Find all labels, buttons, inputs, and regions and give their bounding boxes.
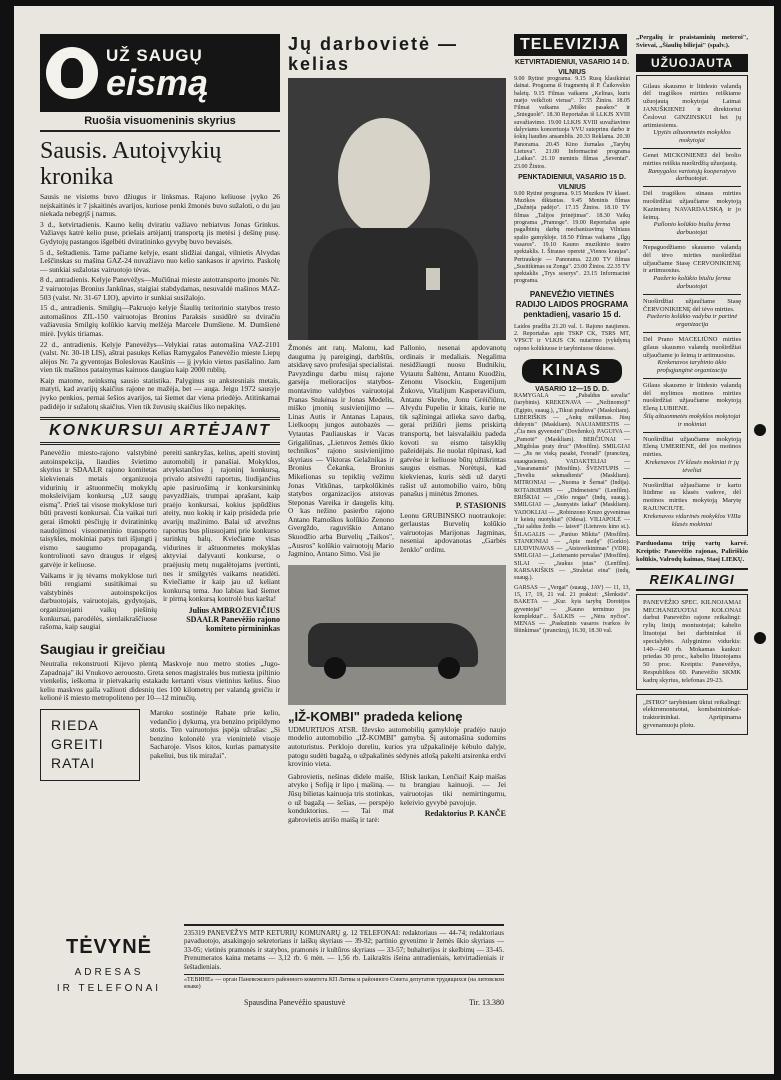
condolence-text: Gilaus skausmo ir liūdesio valandą dėl mylimos motinos mirties nuoširdžiai užjaučiame mokytoją Eleną LUBIENE. xyxy=(643,381,741,413)
reikalingi-box xyxy=(636,594,748,690)
address-line: ADRESAS xyxy=(74,967,144,978)
kinas-title: KINAS xyxy=(522,359,622,383)
photo-caption: Leonu GRUBINSKO nuotraukoje: gerlaustas Burvelių kolūkio vairuotojas Marijonas Jagminas, neseniai apdovanotas „Garbės ženklo" ordinu. xyxy=(400,510,506,555)
imprint xyxy=(184,924,504,991)
kronika-title: Sausis. Autoįvykių kronika xyxy=(40,138,222,190)
condolence-from: Ramygalos vartotojų kooperatyvo darbuotojai. xyxy=(647,167,737,183)
paragraph: 3 d., ketvirtadienis. Kauno kelių dviratiu važiavo nebiatvus Jonas Grinkus. Važiavęs katrė kelio puse, priešais artėjantį transportą jis metėsi į dešinę pusę. Gydytojų pastangos išgelbėti dviratininko gyvybę buvo bevaisės. xyxy=(40,219,280,246)
coat-shape xyxy=(308,228,478,340)
newspaper-name: TĖVYNĖ xyxy=(65,936,153,958)
rabatas-text: Maroko sostinėje Rabate prie kelio, vedančio į dykumą, yra benzino pripildymo stotis. Ten vairuotojus įspėja užrašas: „Si benzino kolonėlė yra vienintelė visoje Sacharoje. Visos kitos, kurias pamatysite pakeliui, bus tik miražai". xyxy=(150,707,280,760)
wheel-icon xyxy=(438,657,460,679)
condolence-box xyxy=(636,75,748,537)
izkombi-text: UDMURTIJOS ATSR. Iževsko automobilių gamykloje pradėjo naujo modelio automobilio „IŽ-KOMBI" gamyba. Šį automašina sudomins autoturistus. Perklojo dureliu, kurios yra užpakalinėje kėbulo dalyje, patogu sudėti bagažą, o užpakalinės sėdynės atlošą pakelti atsirenka erdvi krovinio vieta. xyxy=(288,724,506,769)
radio-text: Laidos pradžia 21.20 val. 1. Rajono naujienos. 2. Reportažas apie TSKP CK, TSRS MT, VPSCT ir VLKJS CK nutarimo įvykdymą rajono kolūkiuose ir tarybiniuose ūkiuose. xyxy=(514,323,630,352)
paragraph: Panevėžio miesto-rajono valstybinė autoinspekcija, liaudies švietimo skyrius ir SDAALR rajono komitetas kiekvienais metais organizuoja vidurinių ir aštuonmečių mokyklų moksleivijam konkursą „Už saugų eismą". Prieš tai visose mokyklose turi būti pravesti konkursai. Čia vaikai turi gerai išmokti pėsčiųjų ir dviratininkų naudojimosi visuomeninio transporto taisykles, mokiniai patys turi išjungti į eismo saugumo propagandą, kontroliuoti savo draugus ir elgesį gatvėje ir keliuose. xyxy=(40,448,157,569)
safety-banner xyxy=(40,34,280,112)
paragraph: Sausis ne visiems buvo džiugus ir linksmas. Rajono keliuose įvyko 26 neįskaitinės ir 7 įskaitinės avarijos, kuriose penki žmonės buvo sužaloti, o du jau niekada nebegrįš į namus. xyxy=(40,192,280,219)
condolence-text: Dėl Prano MACELIŪNO mirties gilaus skausmo valandą nuoširdžiai užjaučiame jo šeimą ir artimuosius. xyxy=(643,335,741,359)
condolence-item xyxy=(643,333,741,379)
paragraph: pereiti sankryžas, kelius, apeiti stovintį automobilį ir panašiai. Mokyklos, atvykstančios į rajoninį konkursą, privalo atsivežti raportus, liudijančius apie pasiruošimą ir konkursininkų pavyzdžiais, trumpai aprašant, kaip praėjo konkursai, kokius įspūdžius ateity, nuo kokių ir kaip prisideda prie avarijų mažinimo. Balai už atvežtus raportus bus pliusuojami prie konkurso surinktų balų. Kviečiame visas vidurines ir aštuonmetes mokyklas aktyviai dalyvauti konkurse, o praėjusių metų nugalėtojams įvertinti, nes ir smilgytės vaikams neatidėti. Kviečiame ir kaip jau už keliant konkursą tema. Juo labiau kad šiemet ir pirmą konkursą kontrolė bus karšta! xyxy=(163,448,280,604)
wheel-icon xyxy=(324,657,346,679)
printer-line xyxy=(244,998,504,1007)
istro-text: „ISTRO" tarybiniam ūkiui reikalingi: elektromontuotai, kombainininkai-traktorininkai. Aprūpinama gyvenamuoju plotu. xyxy=(643,698,741,729)
darboviete-text xyxy=(288,344,506,561)
paragraph: 8 d., antradienis. Kelyje Panevėžys—Mučiūnai mieste autotransporto įmonės Nr. 2 vairuotojas Bronius Jankūnas, staigiai stabdydamas, nesuvaldė mašinos MAZ-503 (valst. Nr. 31-67 LIO), apvirto ir sunkiai susižalojo. xyxy=(40,275,280,302)
tv-station: VILNIUS xyxy=(558,183,586,191)
paragraph: Išlisk laukan, Lenčiai! Kaip maišas tu brangiau kainuoji. — Jei vairuotojas tiki nemirtingumu, keleivio gyvybė pavojuje. xyxy=(400,771,506,807)
tv-program: 9.00 Rytinė programa. 9.15 Rusų klasikiniai dainai. Programa iš fragmentų iš P. Čaikovskio baletų. 9.15 Filmas vaikams „Kelinas, kuris nuėjo veikčioti vienas". 17.55 Žinios. 18.05 Filmai vaikams „Miško pasakos" ir „Snieguolė". 18.30 Reportažas iš LLKJS XVIII suvažiavimo. 19.00 LLKJS XVIII suvažiavimo dalyviams koncertuoja VVU suteprinu darbo ir šokių liaudies ansamblis. 20.33 Reklama. 20.30 Panorama. 20.45 Kino žurnalas „Tarybų Lietuva". 21.00 Informacinė programa „Laikas". 21.10 meninis filmas „Seventai". 23.00 Žinios. xyxy=(514,76,630,170)
condolence-item xyxy=(643,241,741,295)
condolence-text: Genei MICKONIENEI dėl brolio mirties reiškia nuoširdžią užuojautą. xyxy=(643,151,741,167)
portrait-photo xyxy=(288,78,506,340)
reikalingi-text: PANEVĖŽIO SPEC. KILNOJAMAI MECHANIZUOTAI KOLONAI darbui Panevėžio rajone reikalingi: rylių linijų montuotojai; kabelio lituotojai bei darbininkai iš specialybės. Atlyginimo vidurkis: 140—240 rb. Mokamas kaukui: priedas 30 proc., kabelio lituotojams 50 proc. Kreiptis: Panevėžys, Respublikos 60. Panevėžio SKMK kadrų skyrius, telefonas 29-23. xyxy=(643,598,741,684)
paragraph: Pallonio, nesenai apdovanotų ordinais ir medaliais. Negalima nesidžiaugti nuosu Budnikiu, Vytautu Šaltėnu, Antanu Kuodžiu, Zenonu Visockiu, Eugenijum Žukovu, Vitalijum Kasperavičium, Antanu Skrebe, Jonu Grėičiūnu, Alvydu Pupeliu ir kitais, kurie ne tik sąžiningai atlieka savo darbą, gerai prižiūri jiems priskirtą transportą, bet laisvalaikiu padeda kovoti su eismo taisyklių pažeidėjais. Jie nuolat rūpinasi, kad gatvėse ir keliuose būtų užtikrintas saugus eismas. Norėtųsi, kad kiekvienas, kuris sėdi už daryti rašist už automobilio vairo, būtų panašus į minėtus žmones. xyxy=(400,343,506,499)
izkombi-title: „IŽ-KOMBI" pradeda kelionę xyxy=(288,708,463,724)
box-line: GREITI xyxy=(51,736,104,753)
banner-title-bottom: eismą xyxy=(106,62,209,103)
face-shape xyxy=(338,118,430,236)
condolence-from: Šilų aštuonmetės mokyklos mokytojai ir mokiniai xyxy=(643,413,741,428)
masthead-footer xyxy=(44,936,174,997)
paragraph: 15 d., antradienis. Smilgių—Pakruojo kelyje Šiaulių teritorinio statybos tresto automašinos ZIL-150 vairuotojas Bronius Paraksis susidūrė su dviračiu važiavusia Smilgių kolūkio karvių melžėja Marcele Dumšiene. M. Dumšienė mirė. Įvykis tiriamas. xyxy=(40,303,280,338)
box-line: RATAI xyxy=(51,755,96,772)
printer-name: Spausdina Panevėžio spaustuvė xyxy=(244,998,346,1007)
tv-title: TELEVIZIJA xyxy=(514,34,627,56)
sale-notice: Parduodama trijų vartų karvė. Kreiptis: Panevėžio rajonas, Paliriškio kolūkis, Valrodų kaimas, Stasį LIEKŲ. xyxy=(636,540,748,564)
binder-hole-icon xyxy=(754,424,766,436)
driver-emblem-icon xyxy=(46,47,98,99)
tv-program: 9.00 Rytinė programa. 9.15 Muzikos IV klasei. Muzikos diktantas. 9.45 Meninis filmas „Dažnėja padėjo". 17.15 Žinios. 18.10 TV filmas „Talijos jirinėjimas". 18.30 Vaikų programa „Pramoge". 19.00 Reportažas apie pagalbinių darbų mechanizavimą Vilniaus spalio gamykloje. 18.50 Filmas vaikams „Ilgų vasaros". 19.10 Kauno muzikinio teatro spektaklis. I. Štrauso operetė „Vienos kraujas". Pertraukoje — Panorama. 22.00 TV filmas „Susitikimas su Zonga". 23.00 Žinios. 22.35 TV spektaklis „Trys seserys". 23.15 Informacinė programa. xyxy=(514,190,630,285)
kinas-dates: VASARIO 12—15 D. D. xyxy=(535,385,609,393)
radio-title: PANEVĖŽIO VIETINĖS RADIJO LAIDOS PROGRAMA penktadienį, vasario 15 d. xyxy=(515,289,629,319)
tv-day: KETVIRTADIENIUI, VASARIO 14 D. xyxy=(514,59,630,66)
condolence-item xyxy=(643,379,741,433)
imprint-text: 235319 PANEVĖŽYS MTP KETURIŲ KOMUNARŲ g. 12 TELEFONAI: redaktoriaus — 44-74; redaktoriaus pavaduotojo, atsakingojo sekretoriaus ir laiškų skyriaus — 39-92; partinio gyvenimo ir žemės ūkio skyriaus — 33-05; vietinės pramonės ir statybos, pramonės ir kultūros skyriaus — 33-57; buhalterijos ir skelbimų — 33-45. Prenumeratos kaina metams — 3,12 rb. 6 mėn. — 1,56 rb. Laikraštis išeina antradieniais, ketvirtadieniais ir šeštadieniais. xyxy=(184,929,504,971)
box-line: RIEDA xyxy=(51,717,99,734)
tv-day: PENKTADIENIUI, VASARIO 15 D. xyxy=(518,173,626,181)
condolence-from: Krekenavos vidurinės mokyklos VIIIa klasės mokiniai xyxy=(643,512,741,528)
konkursas-title: KONKURSUI ARTĖJANT xyxy=(40,417,280,445)
paragraph: 22 d., antradienis. Kelyje Panevėžys—Velykiai ratas automašina VAZ-2101 (valst. Nr. 30-18 LIS), aštrai pasukęs Kelias Ramygalos Panevėžio mieste Liepų alėjos Nr. 7a gyventojas Boleslovas Kaušinis — jį įvykio vietos pasišalino. Jam vien tik mašinos patainymas kainuos daugiau kaip 2000 rublių. xyxy=(40,339,280,375)
kinas-list: GARSAS — „Vergai" (suaug., JAV) — 11, 13, 15, 17, 19, 21 val. 21 praktui: „Slenkstis". BAKETA — „Kur. kyis tarybų Dorotėjos gyventojai" — „Kauno terminuo jos komplektai"... ŠALKIS — „Nėra nyčios". MENAS — „Paskutinis vasaros tvarkos šv Ištinkimas" (prancūzų), 16.30, 18.30 val. xyxy=(514,584,630,635)
condolence-from: Paežerio kolūkio vadyba ir partinė organizacija xyxy=(646,313,738,329)
rabatas-block xyxy=(40,709,280,781)
condolence-text: Dėl tragiškos sūnaus mirties nuoširdžiai užjaučiame mokytoją Kazimierą NAVARDAUSKĄ ir jo šeimą. xyxy=(643,190,741,221)
kronika-text xyxy=(40,193,280,411)
condolence-text: Nepaguodžiamo skausmo valandą dėl tėvo mirties nuoširdžiai užjaučiame Stasę CERVONIKIENĘ ir artimuosius. xyxy=(643,243,741,275)
reikalingi-title: REIKALINGI xyxy=(636,568,748,591)
condolence-text: Nuoširdžiai užjaučiame ir kartu liūdime su klasės vadove, dėl motinos mirties mokytoją Marytę RAJUNCIUTE. xyxy=(643,481,741,513)
print-run: Tir. 13.380 xyxy=(468,998,504,1007)
konkursas-signature: Julius AMBROZEVIČIUS SDAALR Panevėžio rajono komiteto pirmininkas xyxy=(186,605,280,633)
column-left xyxy=(40,34,280,781)
tv-station: VILNIUS xyxy=(558,69,586,76)
rieda-box xyxy=(40,709,140,781)
condolence-item xyxy=(643,433,741,479)
newspaper-page xyxy=(14,6,774,1074)
istro-box xyxy=(636,694,748,735)
department-line: Ruošia visuomeninis skyrius xyxy=(40,112,280,132)
condolence-from: Pallonio kolūkio biuliu ferma darbuotojai xyxy=(653,221,731,237)
konkursas-text xyxy=(40,449,280,635)
condolence-from: Paežerio kolūkio biuliu ferma darbuotojai xyxy=(653,275,731,290)
condolence-item xyxy=(643,80,741,149)
address-line: IR TELEFONAI xyxy=(56,983,162,994)
humor-block xyxy=(288,773,506,827)
condolence-from: Krekenavos tarybinio ūkio profsąjunginė organizacija xyxy=(656,359,728,375)
condolence-text: Gilaus skausmo ir liūdesio valandą dėl tragiškos mirties reiškiame užuojautą mokytojai Laimai JANUŠKIENEI ir direktoriui Česlovui GINZINSKUI bei jų artimiesiems. xyxy=(643,82,741,129)
condolence-text: Nuoširdžiai užjaučiame Stasę ČERVONIKIENĘ dėl tėvo mirties. xyxy=(643,297,741,313)
editor-line: Redaktorius P. KANČE xyxy=(424,809,506,819)
column-center xyxy=(288,34,506,826)
condolence-from: Krekenavos 1V klasės mokiniai ir jų tėveliai xyxy=(645,459,739,474)
condolence-text: Nuoširdžiai užjaučiame mokytoją Eleną UMERIENE, dėl jos motinos mirties. xyxy=(643,435,741,459)
condolence-item xyxy=(643,149,741,187)
paragraph: Vaikams ir jų tėvams mokyklose turi būti rengiami susitikimai su valstybinės autoinspekcijos darbuotojais, vairuotojais, gydytojais, organizuojami vaikų piešinių konkursai, parodėlės, sienlaikraščiuose rašoma, kaip saugiai xyxy=(40,570,157,632)
darboviete-title: Jų darbovietė — kelias xyxy=(288,34,459,74)
condolence-item xyxy=(643,479,741,532)
binder-hole-icon xyxy=(754,632,766,644)
darboviete-signature: P. STASIONIS xyxy=(455,500,506,510)
medal-icon xyxy=(426,268,440,290)
imprint-russian: «ТЕВИНЕ» — орган Паневежского районного комитета КП Литвы и районного Совета депутатов трудящихся (на литовском языке) xyxy=(184,974,504,991)
kinas-list: RAMYGALA — „Pabaldus savalia" (tarybinis). KREKENAVA — „Nežinomoji" (Egipto, suaug.), „Tikrai pražuva" (Maskoliam). LIBERIŠKIS — „Ankų mišlumas. Jūsų dideynis" (Maskliam). NAUJAMIESTIS — „Čia mes gyvensim" (Dovženko). PAGUIVA — „Pamotė" (Maskliam). BERČIŪNAI — „Migdolas praty druc" (Mosfilm). SMILGIAI — „Jis ne viską pasakė, Feoradi" (prancūzų, suaugusiems). VADAKTELIAI — „Vasaranamis" (Mosfilm). ŠVENTUPIS — „Teveliu sekmadienis" (Maskliam). MITRONIAI — „Nuoma ir Šernai" (Indija). ROTAIKIEMIS — „Didmeistris" (Lenfilm). ERIŠKIAI — „Oišo nogas" (Indų, suaug.). SMILGIAI — „Jaunystės laikai" (Maskliam). YADOKLIAI — „Robinzono Kruzo gyvenimas ir keistų nuotykiai" (Odesa). VILIAPOLĖ — „Tai saldus žodis — laisvė" (Lietuvos kino st.). ŠILAGALIS — „Paniuo Mikita" (Mosfilm). STANIONIAI — „Apie meilę" (Gorkio). LIUDVINAVAS — „Atsisveikinimas" (VDR). SMILGIAI — „Leitenanto pervalas" (Mosfilm). SILAI — „Jaukus jutas" (Lenfilm). KARSAKIŠKIS — „Straleiai eina" (indų, suaug.). xyxy=(514,392,630,582)
banner-title-top: UŽ SAUGŲ xyxy=(106,46,203,65)
condolence-item xyxy=(643,295,741,333)
condolence-from: Upytės aštuonmetės mokyklos mokytojai xyxy=(653,129,731,145)
top-note: „Pergalių ir praistaminių meteroi", Svievai, „Šiaulių biliejai" (spalv.). xyxy=(636,34,748,49)
paragraph: Žmonės ant ratų. Malonu, kad dauguma jų pareigingi, darbštūs, atsidavę savo profesijai specialistai. Pavyzdingu darbu misų rajone garsėja melioracijos statybos-montavimo valdybos vairuotojai Pranas Stukėnas ir Jonas Medelis, miško įmonių susivienijimo — Linas Autis ir Antanas Lapaus, Lielkoopų jungos autobazės — Vytautas Pauliauskas ir Vacas Grigaliūnas, „Lietuvos žemės ūkio technikos" rajono susivienijimo skyriaus — Viktoras Gelažnikas ir Bronius Čekanka, Bronius Mikelionas su tepiklių vežimu Jonas Vitkūnas, tarpkolūkinės statybos organizacijos atstovas Steponas Vareika ir daugelis kitų. O kas nežino pasierbo rajono Antano Ramoškos kolūkio Zenono Gvergždo, raguviškio Antano Skuodžio arba Burvelių „Taikos", „Ausros" kolūkio vairuotojų Mario Jagmino, Antano Simo. Visi jie xyxy=(288,343,394,559)
paragraph: Gabrovietis, nešinas didele maiše, atvyko į Sofiją ir lipo į mašiną. — Jūsų bilietas kainuoja tris stotinkas, o už bagažą — šešias, — perspėjo konduktorius. — Tai mat gabrovietis atrišo maišą ir tarė: xyxy=(288,771,394,824)
paragraph: 5 d., šeštadienis. Tame pačiame kelyje, esant slidžiai dangai, vilnietis Alvydas Leščinskas su mašina GAZ-24 nuvažiavo nuo kelio sankasos ir apvirto. Paskolę — sunkiai sužalotas vairuotojo tėvas. xyxy=(40,247,280,274)
car-photo xyxy=(288,565,506,705)
condolence-item xyxy=(643,187,741,241)
column-notices xyxy=(636,34,748,735)
column-tv xyxy=(514,34,630,638)
address-label xyxy=(44,965,174,997)
paragraph: Kaip matome, neinksmą sausio statistika. Palyginus su ankstesniais metais, matyti, kad avarijų skaičius rajone ne mažėja, bet — auga. Jeigu 1972 sausyje įvyko penkios, pernai šešios avarijos, tai šiemet dar viena priedėjo. Atitinkamai padidėjo ir sužalotų skaičius. Vien tik žuvusių skaičius liko nepakitęs. xyxy=(40,375,280,411)
condolence-title: UŽUOJAUTA xyxy=(636,54,748,72)
saugiau-text: Neutralia rekonstruoti Kijevo plentą Maskvoje nuo metro stoties „Jugo-Zapadnaja" iki Vnukovo aerouosto. Greta senos magistralės bus nutiesta įpiltinio vienkelis, ieškoma ir pietvakarių estakadu kertanti visus vietinius kelius. Šiuo keliu maskvos gaila važiuoti didesnių ties 100 kilometrų per valandą greičiu ir kelionė iš miesto metropoliteno per 10—12 minučių. xyxy=(40,658,280,703)
saugiau-title: Saugiau ir greičiau xyxy=(40,640,166,657)
